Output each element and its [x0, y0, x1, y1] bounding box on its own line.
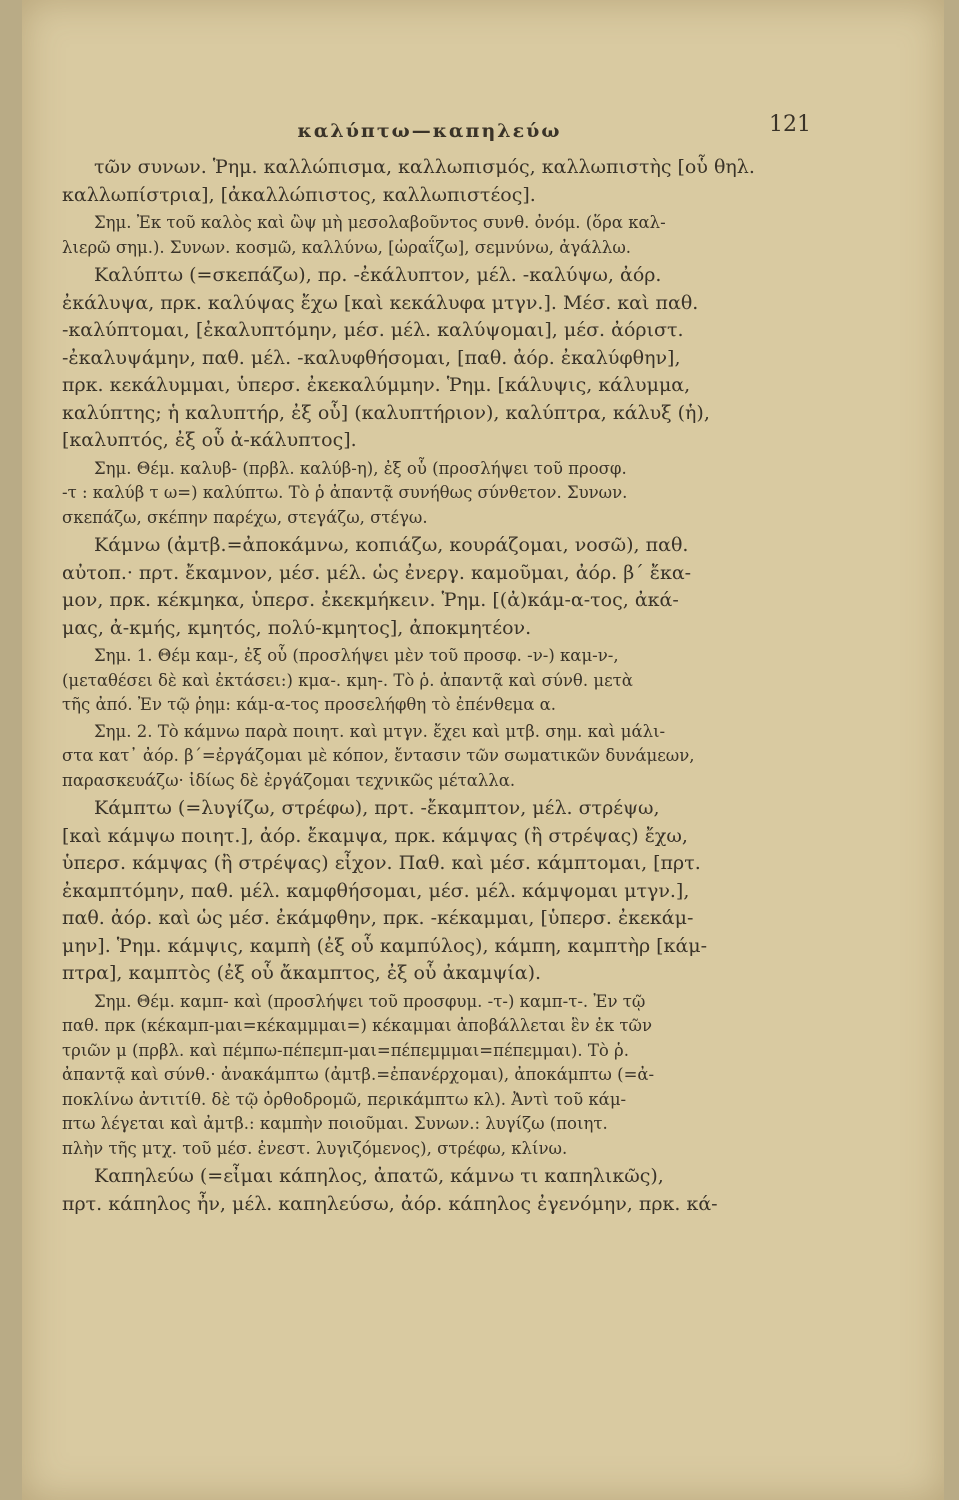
text-line: (μεταθέσει δὲ καὶ ἐκτάσει:) κμα-. κμη-. Τὸ ῥ. ἀπαντᾷ καὶ σύνθ. μετὰ	[62, 670, 633, 690]
text-line: τῶν συνων. Ῥημ. καλλώπισμα, καλλωπισμός, καλλωπιστὴς [οὗ θηλ.	[94, 156, 755, 178]
book-page	[22, 0, 944, 1500]
text-line: ποκλίνω ἀντιτίθ. δὲ τῷ ὀρθοδρομῶ, περικάμπτω κλ). Ἀντὶ τοῦ κάμ-	[62, 1089, 627, 1109]
text-line: [καλυπτός, ἐξ οὗ ἀ-κάλυπτος].	[62, 429, 357, 451]
text-line: μον, πρκ. κέκμηκα, ὑπερσ. ἐκεκμήκειν. Ῥημ. [(ἀ)κάμ-α-τος, ἀκά-	[62, 589, 679, 611]
entry-paragraph	[62, 262, 797, 455]
note-paragraph	[62, 457, 797, 531]
text-line: παθ. πρκ (κέκαμπ-μαι=κέκαμμμαι=) κέκαμμαι ἀποβάλλεται ἓν ἐκ τῶν	[62, 1016, 652, 1035]
note-paragraph	[62, 990, 797, 1162]
entry-paragraph	[62, 795, 797, 988]
entry-paragraph	[62, 532, 797, 642]
note-paragraph	[62, 720, 797, 794]
entry-paragraph	[62, 154, 797, 209]
dictionary-text	[62, 154, 797, 1218]
page-number: 121	[769, 112, 811, 137]
text-line: καλλωπίστρια], [ἀκαλλώπιστος, καλλωπιστέος].	[62, 183, 536, 206]
text-line: Σημ. 1. Θέμ καμ-, ἐξ οὗ (προσλήψει μὲν τοῦ προσφ. -ν-) καμ-ν-,	[94, 646, 619, 665]
text-line: Κάμνω (ἀμτβ.=ἀποκάμνω, κοπιάζω, κουράζομαι, νοσῶ), παθ.	[94, 534, 689, 556]
text-line: μας, ἀ-κμής, κμητός, πολύ-κμητος], ἀποκμητέον.	[62, 616, 532, 639]
text-line: Σημ. 2. Τὸ κάμνω παρὰ ποιητ. καὶ μτγν. ἔχει καὶ μτβ. σημ. καὶ μάλι-	[94, 721, 666, 741]
text-line: καλύπτης; ἡ καλυπτήρ, ἐξ οὗ] (καλυπτήριον), καλύπτρα, κάλυξ (ἡ),	[62, 401, 710, 424]
text-line: πλὴν τῆς μτχ. τοῦ μέσ. ἐνεστ. λυγιζόμενος), στρέφω, κλίνω.	[62, 1138, 568, 1158]
text-line: Καλύπτω (=σκεπάζω), πρ. -ἐκάλυπτον, μέλ. -καλύψω, ἀόρ.	[94, 264, 662, 286]
text-line: παθ. ἀόρ. καὶ ὡς μέσ. ἐκάμφθην, πρκ. -κέκαμμαι, [ὑπερσ. ἐκεκάμ-	[62, 907, 694, 929]
entry-paragraph	[62, 1163, 797, 1218]
text-line: πρτ. κάπηλος ἦν, μέλ. καπηλεύσω, ἀόρ. κάπηλος ἐγενόμην, πρκ. κά-	[62, 1192, 718, 1215]
text-line: ἀπαντᾷ καὶ σύνθ.· ἀνακάμπτω (ἀμτβ.=ἐπανέρχομαι), ἀποκάμπτω (=ἀ-	[62, 1065, 655, 1084]
text-line: Σημ. Θέμ. καμπ- καὶ (προσλήψει τοῦ προσφυμ. -τ-) καμπ-τ-. Ἐν τῷ	[94, 991, 646, 1011]
text-line: Καπηλεύω (=εἶμαι κάπηλος, ἀπατῶ, κάμνω τι καπηλικῶς),	[94, 1165, 664, 1187]
text-line: Σημ. Θέμ. καλυβ- (πρβλ. καλύβ-η), ἐξ οὗ (προσλήψει τοῦ προσφ.	[94, 458, 627, 478]
note-paragraph	[62, 211, 797, 260]
text-line: Κάμπτω (=λυγίζω, στρέφω), πρτ. -ἔκαμπτον, μέλ. στρέψω,	[94, 797, 660, 819]
text-line: -καλύπτομαι, [ἐκαλυπτόμην, μέσ. μέλ. καλύψομαι], μέσ. ἀόριστ.	[62, 319, 684, 341]
text-line: αὐτοπ.· πρτ. ἔκαμνον, μέσ. μέλ. ὡς ἐνεργ. καμοῦμαι, ἀόρ. β΄ ἔκα-	[62, 561, 692, 584]
text-line: τριῶν μ (πρβλ. καὶ πέμπω-πέπεμπ-μαι=πέπεμμμαι=πέπεμμαι). Τὸ ῥ.	[62, 1040, 630, 1060]
text-line: μην]. Ῥημ. κάμψις, καμπὴ (ἐξ οὗ καμπύλος), κάμπη, καμπτὴρ [κάμ-	[62, 934, 708, 957]
text-line: ὑπερσ. κάμψας (ἢ στρέψας) εἶχον. Παθ. καὶ μέσ. κάμπτομαι, [πρτ.	[62, 852, 701, 874]
text-line: σκεπάζω, σκέπην παρέχω, στεγάζω, στέγω.	[62, 507, 428, 527]
text-line: παρασκευάζω· ἰδίως δὲ ἐργάζομαι τεχνικῶς μέταλλα.	[62, 770, 516, 790]
text-line: πτω λέγεται καὶ ἀμτβ.: καμπὴν ποιοῦμαι. Συνων.: λυγίζω (ποιητ.	[62, 1114, 608, 1133]
text-line: τῆς ἀπό. Ἐν τῷ ῥημ: κάμ-α-τος προσελήφθη τὸ ἐπένθεμα α.	[62, 695, 557, 714]
running-head: καλύπτω—καπηλεύω	[297, 120, 562, 142]
page-content	[62, 112, 811, 1218]
text-line: στα κατ᾿ ἀόρ. β΄=ἐργάζομαι μὲ κόπον, ἔντασιν τῶν σωματικῶν δυνάμεων,	[62, 746, 695, 765]
text-line: πτρα], καμπτὸς (ἐξ οὗ ἄκαμπτος, ἐξ οὗ ἀκαμψία).	[62, 962, 542, 984]
text-line: [καὶ κάμψω ποιητ.], ἀόρ. ἔκαμψα, πρκ. κάμψας (ἢ στρέψας) ἔχω,	[62, 824, 688, 847]
text-line: -τ : καλύβ τ ω=) καλύπτω. Τὸ ῥ ἀπαντᾷ συνήθως σύνθετον. Συνων.	[62, 483, 628, 502]
text-line: πρκ. κεκάλυμμαι, ὑπερσ. ἐκεκαλύμμην. Ῥημ. [κάλυψις, κάλυμμα,	[62, 374, 691, 396]
text-line: ἐκαμπτόμην, παθ. μέλ. καμφθήσομαι, μέσ. μέλ. κάμψομαι μτγν.],	[62, 879, 690, 902]
text-line: -ἐκαλυψάμην, παθ. μέλ. -καλυφθήσομαι, [παθ. ἀόρ. ἐκαλύφθην],	[62, 346, 681, 369]
note-paragraph	[62, 644, 797, 718]
text-line: Σημ. Ἐκ τοῦ καλὸς καὶ ὢψ μὴ μεσολαβοῦντος συνθ. ὀνόμ. (ὅρα καλ-	[94, 213, 666, 232]
text-line: λιερῶ σημ.). Συνων. κοσμῶ, καλλύνω, [ὡραΐζω], σεμνύνω, ἀγάλλω.	[62, 237, 632, 257]
page-header	[62, 112, 811, 152]
text-line: ἐκάλυψα, πρκ. καλύψας ἔχω [καὶ κεκάλυφα μτγν.]. Μέσ. καὶ παθ.	[62, 291, 699, 314]
